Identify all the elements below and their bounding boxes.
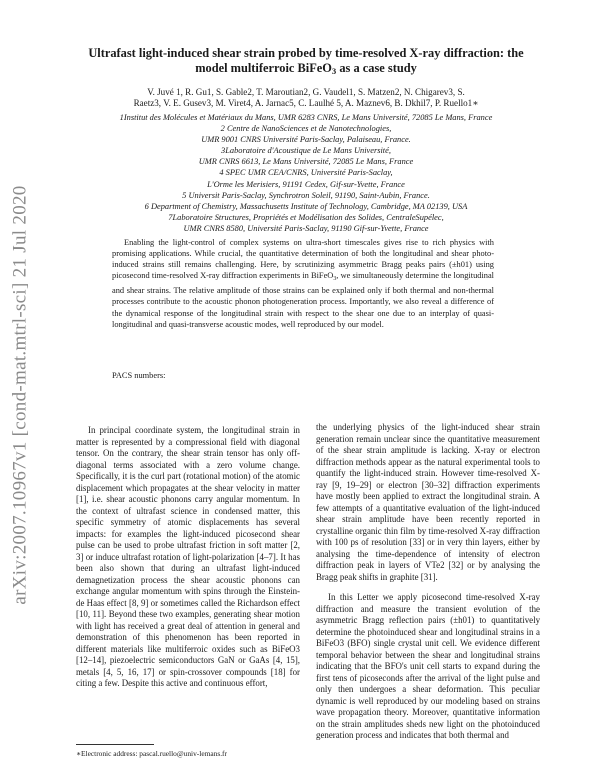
right-column	[316, 422, 540, 751]
authors-line-1: V. Juvé 1, R. Gu1, S. Gable2, T. Maroutian2, G. Vaudel1, S. Matzen2, N. Chigarev3, S.	[147, 87, 465, 97]
title-line-2-end: as a case study	[336, 61, 417, 75]
abstract-paragraph	[112, 237, 494, 330]
title-line-1: Ultrafast light-induced shear strain probed by time-resolved X-ray diffraction: the	[88, 46, 524, 60]
left-column	[76, 425, 300, 699]
abstract-text-b: , we simultaneously determine the longitudinal and shear strains. The relative amplitude of those strains can be explained only if both thermal and non-thermal processes contribute to the acoustic phonon photogeneration process. Importantly, we also reveal a difference of the dynamical response of the longitudinal strain with respect to the shear one due to an interplay of quasi-longitudinal and quasi-transverse acoustic modes, well reproduced by our model.	[112, 271, 494, 329]
pacs-numbers: PACS numbers:	[112, 371, 166, 380]
body-paragraph: In this Letter we apply picosecond time-resolved X-ray diffraction and measure the transient evolution of the asymmetric Bragg reflection pairs (±h01) to quantitatively determine the photoinduced shear and longitudinal strains in a BiFeO3 (BFO) single crystal unit cell. We evidence different temporal behavior between the shear and longitudinal strains indicating that the BFO's unit cell starts to expand during the first tens of picoseconds after the arrival of the light pulse and only then undergoes a shear deformation. This peculiar dynamic is well reproduced by our modeling based on strains wave propagation theory. Moreover, quantitative information on the strain amplitudes sheds new light on the photoinduced generation process and indicates that both thermal and	[316, 592, 540, 740]
authors-line-2: Raetz3, V. E. Gusev3, M. Viret4, A. Jarnac5, C. Laulhé 5, A. Maznev6, B. Dkhil7, P. Ruello1∗	[133, 98, 479, 109]
footnote: ∗Electronic address: pascal.ruello@univ-lemans.fr	[76, 749, 227, 758]
title-subscript: 3	[331, 66, 337, 76]
author-list	[62, 87, 550, 110]
affiliation-line: UMR 9001 CNRS Université Paris-Saclay, Palaiseau, France.	[201, 135, 411, 145]
affiliation-line: 7Laboratoire Structures, Propriétés et Modélisation des Solides, CentraleSupélec,	[168, 212, 444, 222]
abstract-subscript: 3	[333, 276, 337, 283]
arxiv-identifier	[6, 185, 36, 605]
affiliation-line: 4 SPEC UMR CEA/CNRS, Université Paris-Saclay,	[219, 168, 393, 178]
affiliations	[62, 112, 550, 234]
affiliation-line: 5 Universit Paris-Saclay, Synchrotron Soleil, 91190, Saint-Aubin, France.	[182, 190, 430, 200]
affiliation-line: L'Orme les Merisiers, 91191 Cedex, Gif-sur-Yvette, France	[207, 179, 405, 189]
affiliation-line: 1Institut des Molécules et Matériaux du Mans, UMR 6283 CNRS, Le Mans Université, 72085 Le Mans, France	[119, 113, 493, 122]
affiliation-line: UMR CNRS 6613, Le Mans Université, 72085 Le Mans, France	[198, 157, 414, 167]
affiliation-line: 2 Centre de NanoSciences et de Nanotechnologies,	[220, 124, 392, 134]
body-paragraph: the underlying physics of the light-induced shear strain generation remain unclear since the quantitative measurement of the shear strain amplitude is lacking. X-ray or electron diffraction methods appear as the natural experimental tools to quantify the light-induced strain. However time-resolved X-ray [9, 19–29] or electron [30–32] diffraction experiments have mostly been applied to extract the longitudinal strain. A few attempts of a quantitative evaluation of the light-induced shear strain amplitude have been recently reported in crystalline organic thin film by time-resolved X-ray diffraction with 100 ps of resolution [33] or in very thin layers, either by analysing the time-dependence of intensity of electron diffraction peak in layers of VTe2 [32] or by analysing the Bragg peak shifts in graphite [31].	[316, 422, 540, 582]
abstract	[112, 237, 494, 330]
affiliation-line: 3Laboratoire d'Acoustique de Le Mans Université,	[221, 146, 391, 156]
affiliation-line: 6 Department of Chemistry, Massachusetts Institute of Technology, Cambridge, MA 02139, USA	[144, 201, 468, 211]
affiliation-line: UMR CNRS 8580, Université Paris-Saclay, 91190 Gif-sur-Yvette, France	[183, 223, 429, 233]
body-paragraph: In principal coordinate system, the longitudinal strain in matter is represented by a compressional field with diagonal tensor. On the contrary, the shear strain tensor has only off-diagonal terms associated with a zero volume change. Specifically, it is the curl part (rotational motion) of the atomic displacement which propagates at the shear velocity in matter [1], i.e. shear acoustic phonons carry angular momentum. In the context of ultrafast science in condensed matter, this specific symmetry of atomic displacements has several impacts: for examples the light-induced picosecond shear pulse can be used to probe ultrafast friction in soft matter [2, 3] or induce ultrafast rotation of light-polarization [4–7]. It has been also shown that during an ultrafast light-induced demagnetization process the shear acoustic phonons can exchange angular momentum with spins through the Einstein-de Haas effect [8, 9] or sometimes called the Richardson effect [10, 11]. Beyond these two examples, generating shear motion with light has received a great deal of attention in general and demonstration of this phenomenon has been reported in different materials like multiferroic oxides such as BiFeO3 [12–14], piezoelectric semiconductors GaN or GaAs [4, 15], metals [4, 5, 16, 17] or spin-crossover compounds [18] for citing a few. Despite this active and continuous effort,	[76, 425, 300, 688]
footnote-rule	[76, 744, 154, 745]
paper-title	[62, 46, 550, 79]
title-line-2-text: model multiferroic BiFeO	[195, 61, 332, 75]
title-line-2	[62, 61, 550, 79]
arxiv-identifier-text: arXiv:2007.10967v1 [cond-mat.mtrl-sci] 21 Jul 2020	[10, 185, 31, 605]
abstract-text-a: Enabling the light-control of complex systems on ultra-short timescales gives rise to rich physics with promising applications. While crucial, the quantitative determination of both the longitudinal and shear photo-induced strains still remains challenging. Here, by scrutinizing asymmetric Bragg peaks pairs (±h01) using picosecond time-resolved X-ray diffraction experiments in BiFeO	[112, 238, 494, 281]
